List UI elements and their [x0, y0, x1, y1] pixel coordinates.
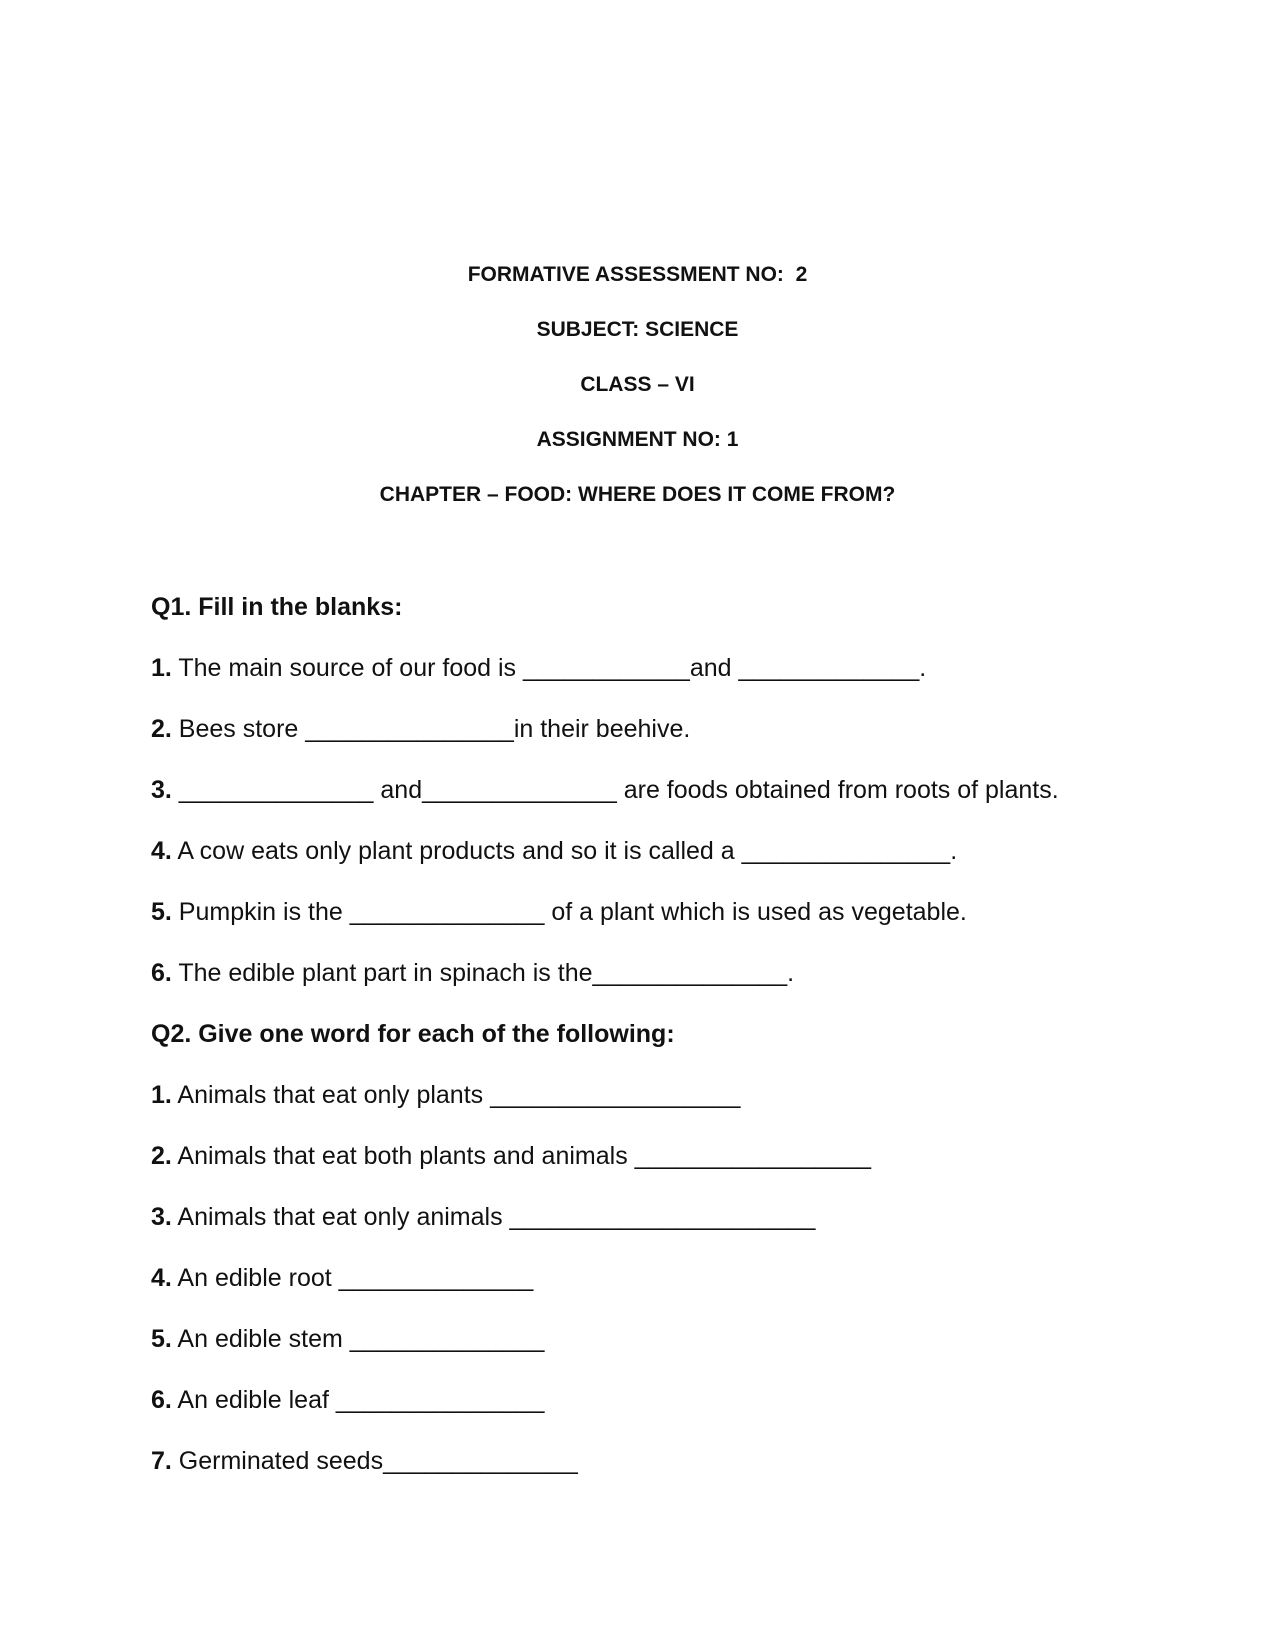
chapter-line: CHAPTER – FOOD: WHERE DOES IT COME FROM?	[379, 483, 896, 506]
q1-item-6	[151, 958, 794, 988]
q2-item-4	[151, 1263, 533, 1293]
class-line: CLASS – VI	[580, 373, 695, 396]
q1-item-2	[151, 714, 690, 744]
q2-item-2	[151, 1141, 871, 1171]
item-text: Animals that eat both plants and animals _________________	[171, 1142, 872, 1170]
item-number: 2.	[151, 715, 172, 743]
item-text: A cow eats only plant products and so it is called a _______________.	[171, 837, 958, 865]
item-text: An edible stem ______________	[171, 1325, 545, 1353]
item-number: 5.	[151, 898, 172, 926]
q1-heading: Q1. Fill in the blanks:	[151, 593, 403, 621]
assessment-title: FORMATIVE ASSESSMENT NO: 2	[467, 263, 808, 286]
item-text: The edible plant part in spinach is the______________.	[171, 959, 795, 987]
q2-item-7	[151, 1446, 578, 1476]
item-text: Bees store _______________in their beehive.	[171, 715, 691, 743]
item-text: ______________ and______________ are foods obtained from roots of plants.	[171, 776, 1059, 804]
item-number: 1.	[151, 654, 172, 682]
item-text: Animals that eat only plants __________________	[171, 1081, 741, 1109]
q2-heading: Q2. Give one word for each of the following:	[151, 1020, 675, 1048]
item-number: 6.	[151, 959, 172, 987]
item-number: 3.	[151, 776, 172, 804]
item-text: Germinated seeds______________	[171, 1447, 578, 1475]
item-number: 4.	[151, 837, 172, 865]
q2-item-1	[151, 1080, 740, 1110]
item-text: An edible root ______________	[171, 1264, 534, 1292]
q2-item-3	[151, 1202, 815, 1232]
q1-item-4	[151, 836, 957, 866]
item-number: 2.	[151, 1142, 172, 1170]
q2-item-5	[151, 1324, 544, 1354]
subject-line: SUBJECT: SCIENCE	[536, 318, 739, 341]
item-text: An edible leaf _______________	[171, 1386, 545, 1414]
item-text: Pumpkin is the ______________ of a plant which is used as vegetable.	[171, 898, 967, 926]
q1-item-5	[151, 897, 967, 927]
item-number: 3.	[151, 1203, 172, 1231]
item-number: 1.	[151, 1081, 172, 1109]
item-text: Animals that eat only animals ______________________	[171, 1203, 816, 1231]
item-number: 4.	[151, 1264, 172, 1292]
item-number: 5.	[151, 1325, 172, 1353]
assignment-line: ASSIGNMENT NO: 1	[536, 428, 739, 451]
q1-item-1	[151, 653, 926, 683]
item-number: 6.	[151, 1386, 172, 1414]
item-number: 7.	[151, 1447, 172, 1475]
q2-item-6	[151, 1385, 544, 1415]
item-text: The main source of our food is ____________and _____________.	[171, 654, 927, 682]
q1-item-3	[151, 775, 1059, 805]
